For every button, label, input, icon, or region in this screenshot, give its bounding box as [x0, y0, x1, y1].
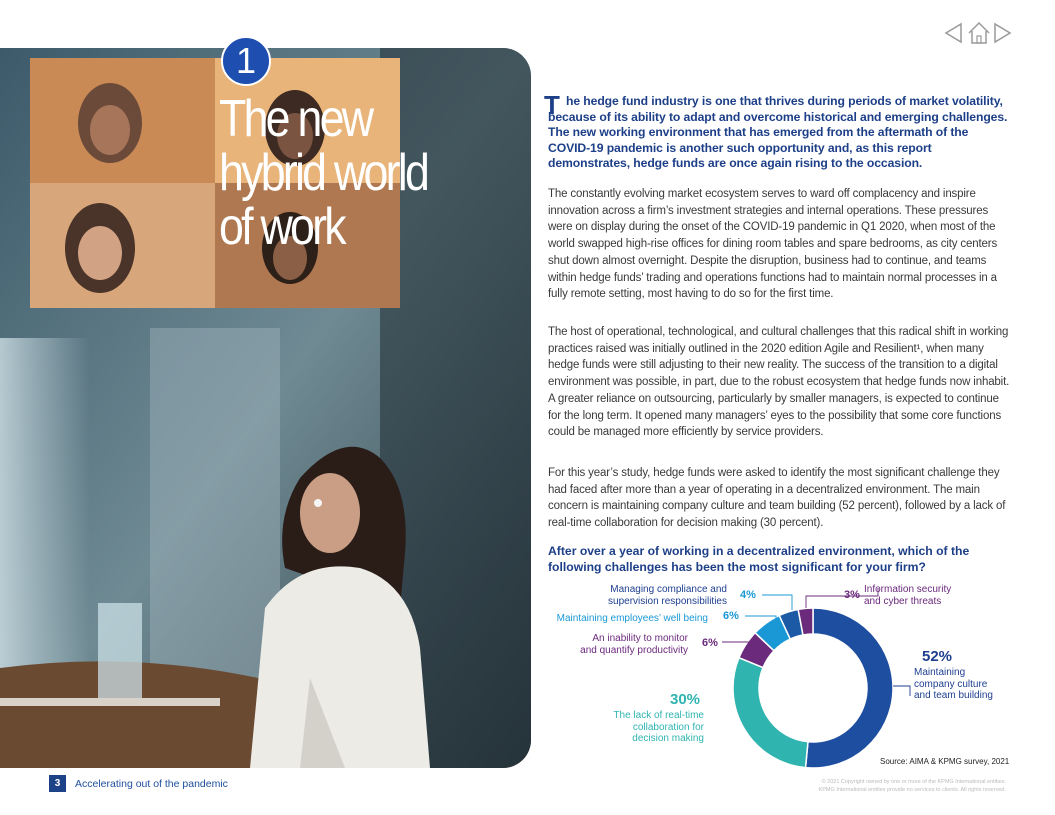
leader-line-compliance: [762, 595, 792, 610]
footer-section-title: Accelerating out of the pandemic: [75, 778, 228, 790]
chapter-title: The new hybrid world of work: [219, 90, 428, 256]
copyright-line-1: © 2021 Copyright owned by one or more of the KPMG International entities.: [821, 779, 1006, 785]
next-page-button[interactable]: [992, 20, 1012, 46]
drop-cap: T: [544, 90, 560, 120]
category-label-productivity: [558, 633, 688, 656]
label-line: Information security: [864, 584, 952, 595]
value-label-wellbeing: 6%: [723, 610, 739, 622]
intro-text: he hedge fund industry is one that thrives during periods of market volatility, because of its ability to adapt and overcome historical and emerging challenges. The new working environment that has emerged from the aftermath of the COVID-19 pandemic is another such opportunity and, as this report demonstrates, hedge funds are once again rising to the occasion.: [548, 94, 1008, 171]
donut-chart: [540, 578, 1015, 768]
copyright-notice: [700, 778, 1006, 794]
value-label-security: 3%: [844, 589, 860, 601]
slice-collaboration: [733, 658, 808, 768]
slice-culture: [806, 608, 893, 768]
label-line: supervision responsibilities: [608, 595, 727, 607]
body-paragraph-2: The host of operational, technological, and cultural challenges that this radical shift in working practices raised was initially outlined in the 2020 edition Agile and Resilient¹, when many hedge funds were still adjusting to their new reality. The success of the transition to a digital environment was possible, in part, due to the robust ecosystem that hedge funds now inhabit. A greater reliance on outsourcing, particularly by smaller managers, is expected to continue for the long term. It opened many managers’ eyes to the possibility that some core functions could be managed more efficiently by service providers.: [548, 326, 1010, 439]
value-label-culture: 52%: [922, 648, 953, 665]
chart-question: After over a year of working in a decentralized environment, which of the following challenges has been the most significant for your firm?: [548, 544, 970, 574]
category-label-culture: [914, 667, 993, 702]
body-paragraph-1: The constantly evolving market ecosystem serves to ward off complacency and inspire innovation across a firm’s investment strategies and internal operations. These pressures were on display during the onset of the COVID-19 pandemic in Q1 2020, when most of the world swapped high-rise offices for dining room tables and spare bedrooms, as city centers shut down almost overnight. Despite the disruption, business had to continue, and teams within hedge funds’ trading and operations functions had to maintain normal processes in a fully remote setting, most having to do so for the first time.: [548, 188, 998, 301]
value-label-compliance: 4%: [740, 589, 756, 601]
category-label-collaboration: [590, 710, 704, 745]
home-icon: [966, 20, 992, 46]
label-line: An inability to monitor: [592, 633, 688, 644]
page-number: 3: [49, 775, 66, 792]
leader-line-culture: [893, 686, 910, 696]
label-line: company culture: [914, 678, 988, 690]
intro-paragraph: [544, 90, 1010, 172]
label-line: and cyber threats: [864, 595, 942, 607]
label-line: The lack of real-time: [613, 710, 704, 721]
category-label-security: [864, 584, 951, 607]
label-line: and team building: [914, 690, 993, 701]
page-navigation: [944, 20, 1014, 46]
label-line: Managing compliance and: [610, 584, 727, 595]
category-label-compliance: [570, 584, 727, 607]
chart-source: Source: AIMA & KPMG survey, 2021: [880, 757, 1010, 766]
label-line: decision making: [632, 733, 704, 744]
value-label-productivity: 6%: [702, 637, 718, 649]
previous-page-button[interactable]: [944, 20, 964, 46]
body-paragraph-3: For this year’s study, hedge funds were asked to identify the most significant challenge they had faced after more than a year of operating in a decentralized environment. The main concern is maintaining company culture and team building (52 percent), followed by a lack of real-time collaboration for decision making (30 percent).: [548, 467, 1006, 530]
label-line: and quantify productivity: [580, 644, 688, 656]
chapter-number: 1: [221, 36, 271, 86]
label-line: Maintaining: [914, 667, 966, 678]
triangle-left-icon: [944, 20, 964, 46]
copyright-line-2: KPMG International entities provide no services to clients. All rights reserved.: [818, 787, 1006, 793]
value-label-collaboration: 30%: [670, 691, 701, 708]
triangle-right-icon: [992, 20, 1012, 46]
home-button[interactable]: [966, 20, 992, 46]
label-line: Maintaining employees’ well being: [556, 613, 708, 624]
category-label-wellbeing: [540, 613, 708, 625]
label-line: collaboration for: [632, 721, 704, 733]
